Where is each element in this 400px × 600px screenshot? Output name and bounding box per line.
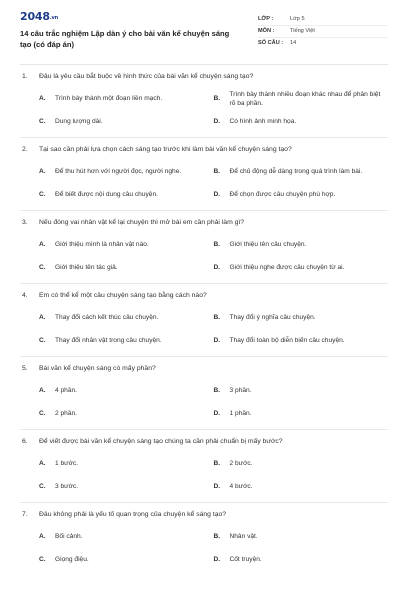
- option-text: Giới thiệu tên câu chuyện.: [229, 241, 307, 248]
- answer-option[interactable]: [214, 379, 389, 402]
- meta-value: 14: [290, 40, 297, 46]
- option-letter: B.: [213, 460, 221, 467]
- option-letter: D.: [213, 556, 221, 563]
- answer-option[interactable]: [214, 548, 389, 571]
- question-number: 3.: [22, 219, 28, 226]
- answer-option[interactable]: [214, 306, 389, 329]
- question-number: 2.: [22, 146, 28, 153]
- question-list: [20, 65, 388, 575]
- question-item: [20, 138, 388, 211]
- question-item: [20, 357, 388, 430]
- meta-table: [258, 14, 388, 49]
- option-letter: C.: [39, 410, 46, 417]
- question-item: [20, 65, 388, 138]
- answer-options: [20, 446, 388, 498]
- option-text: Thay đổi toàn bộ diễn biến câu chuyện.: [229, 337, 345, 344]
- option-text: Trình bày thành một đoạn liền mạch.: [55, 95, 163, 102]
- option-letter: B.: [213, 241, 221, 248]
- option-letter: C.: [39, 337, 46, 344]
- logo-main: 2048: [20, 10, 50, 23]
- option-letter: C.: [39, 118, 46, 125]
- question-number: 6.: [22, 438, 28, 445]
- question-text: Đâu không phải là yếu tố quan trọng của chuyện kể sáng tạo?: [39, 511, 227, 518]
- option-letter: D.: [213, 337, 221, 344]
- option-letter: D.: [213, 483, 221, 490]
- question-text: Nếu đóng vai nhân vật kể lại chuyện thì mở bài em cần phải làm gì?: [39, 219, 245, 226]
- option-letter: A.: [39, 95, 46, 102]
- option-text: Thay đổi nhân vật trong câu chuyện.: [55, 337, 162, 344]
- question-line: [20, 72, 388, 81]
- question-item: [20, 430, 388, 503]
- option-letter: D.: [213, 264, 221, 271]
- option-letter: A.: [39, 387, 46, 394]
- option-letter: A.: [39, 460, 46, 467]
- option-text: 4 phần.: [55, 387, 77, 394]
- answer-options: [20, 519, 388, 571]
- meta-row-class: [258, 14, 388, 26]
- meta-row-count: [258, 38, 388, 49]
- option-text: Để thu hút hơn với người đọc, người nghe.: [55, 168, 182, 175]
- question-line: [20, 364, 388, 373]
- option-text: Bối cảnh.: [55, 533, 83, 540]
- option-letter: D.: [213, 410, 221, 417]
- answer-options: [20, 227, 388, 279]
- answer-option[interactable]: [39, 402, 214, 425]
- option-text: Dung lượng dài.: [55, 118, 103, 125]
- question-line: [20, 145, 388, 154]
- option-text: Giới thiệu nghe được câu chuyện từ ai.: [229, 264, 345, 271]
- answer-option[interactable]: [39, 475, 214, 498]
- answer-option[interactable]: [39, 256, 214, 279]
- answer-option[interactable]: [39, 379, 214, 402]
- answer-option[interactable]: [214, 183, 389, 206]
- answer-option[interactable]: [39, 548, 214, 571]
- option-text: 4 bước.: [229, 483, 253, 490]
- answer-option[interactable]: [214, 160, 389, 183]
- option-text: 3 bước.: [55, 483, 79, 490]
- option-letter: C.: [39, 191, 46, 198]
- meta-row-subject: [258, 26, 388, 38]
- option-letter: C.: [39, 483, 46, 490]
- answer-option[interactable]: [39, 525, 214, 548]
- answer-options: [20, 154, 388, 206]
- option-text: 2 bước.: [229, 460, 253, 467]
- option-letter: C.: [39, 556, 46, 563]
- answer-options: [20, 300, 388, 352]
- option-text: Thay đổi ý nghĩa câu chuyện.: [229, 314, 316, 321]
- option-text: Nhân vật.: [229, 533, 258, 540]
- answer-options: [20, 81, 388, 133]
- answer-option[interactable]: [214, 110, 389, 133]
- answer-option[interactable]: [39, 160, 214, 183]
- meta-key: LỚP :: [258, 16, 274, 22]
- option-text: Thay đổi cách kết thúc câu chuyện.: [55, 314, 159, 321]
- option-letter: B.: [213, 95, 221, 102]
- option-text: Trình bày thành nhiều đoạn khác nhau để phân biệt rõ ba phần.: [229, 90, 381, 107]
- header-left: [20, 10, 240, 50]
- site-logo[interactable]: [20, 10, 240, 23]
- option-letter: B.: [213, 387, 221, 394]
- meta-value: Tiếng Việt: [290, 28, 315, 34]
- question-line: [20, 437, 388, 446]
- option-text: Có hình ảnh minh họa.: [229, 118, 297, 125]
- question-number: 4.: [22, 292, 28, 299]
- option-text: Để biết được nội dung câu chuyện.: [55, 191, 158, 198]
- option-text: Để chủ động dễ dàng trong quá trình làm bài.: [229, 168, 363, 175]
- option-letter: D.: [213, 118, 221, 125]
- question-number: 7.: [22, 511, 28, 518]
- answer-option[interactable]: [214, 452, 389, 475]
- meta-key: SỐ CÂU :: [258, 40, 284, 46]
- answer-option[interactable]: [214, 87, 389, 110]
- answer-option[interactable]: [39, 452, 214, 475]
- answer-option[interactable]: [214, 525, 389, 548]
- answer-option[interactable]: [39, 87, 214, 110]
- option-letter: A.: [39, 533, 46, 540]
- option-letter: C.: [39, 264, 46, 271]
- answer-option[interactable]: [214, 475, 389, 498]
- quiz-header: [20, 10, 388, 65]
- answer-option[interactable]: [39, 233, 214, 256]
- question-line: [20, 291, 388, 300]
- meta-value: Lớp 5: [290, 16, 305, 22]
- option-text: 1 phần.: [229, 410, 252, 417]
- option-text: 3 phần.: [229, 387, 252, 394]
- page-title: 14 câu trắc nghiệm Lập dàn ý cho bài văn kể chuyện sáng tạo (có đáp án): [20, 29, 230, 49]
- logo-suffix: .vn: [49, 15, 58, 21]
- question-number: 5.: [22, 365, 28, 372]
- option-letter: A.: [39, 241, 46, 248]
- question-text: Bài văn kể chuyện sáng có mấy phần?: [39, 365, 156, 372]
- option-text: 2 phần.: [55, 410, 77, 417]
- option-letter: B.: [213, 314, 221, 321]
- option-letter: A.: [39, 168, 46, 175]
- question-line: [20, 218, 388, 227]
- option-letter: B.: [213, 168, 221, 175]
- option-text: 1 bước.: [55, 460, 79, 467]
- question-item: [20, 284, 388, 357]
- answer-option[interactable]: [39, 110, 214, 133]
- answer-option[interactable]: [214, 233, 389, 256]
- question-text: Đâu là yêu cầu bắt buộc về hình thức của bài văn kể chuyện sáng tạo?: [39, 73, 254, 80]
- answer-option[interactable]: [214, 402, 389, 425]
- answer-option[interactable]: [214, 256, 389, 279]
- question-item: [20, 211, 388, 284]
- option-text: Giới thiệu tên tác giả.: [55, 264, 118, 271]
- option-text: Giọng điệu.: [55, 556, 89, 563]
- option-text: Cốt truyện.: [229, 556, 262, 563]
- option-letter: B.: [213, 533, 221, 540]
- question-text: Tại sao cần phải lựa chọn cách sáng tạo trước khi làm bài văn kể chuyện sáng tạo?: [39, 146, 292, 153]
- question-line: [20, 510, 388, 519]
- answer-option[interactable]: [214, 329, 389, 352]
- option-text: Giới thiệu mình là nhân vật nào.: [55, 241, 149, 248]
- option-letter: D.: [213, 191, 221, 198]
- answer-option[interactable]: [39, 183, 214, 206]
- option-letter: A.: [39, 314, 46, 321]
- answer-options: [20, 373, 388, 425]
- question-item: [20, 503, 388, 575]
- option-text: Để chọn được câu chuyện phù hợp.: [229, 191, 336, 198]
- question-text: Em có thể kể một câu chuyện sáng tạo bằng cách nào?: [39, 292, 207, 299]
- answer-option[interactable]: [39, 329, 214, 352]
- answer-option[interactable]: [39, 306, 214, 329]
- question-text: Để viết được bài văn kể chuyện sáng tạo chúng ta cần phải chuẩn bị mấy bước?: [39, 438, 283, 445]
- meta-key: MÔN :: [258, 28, 275, 34]
- question-number: 1.: [22, 73, 28, 80]
